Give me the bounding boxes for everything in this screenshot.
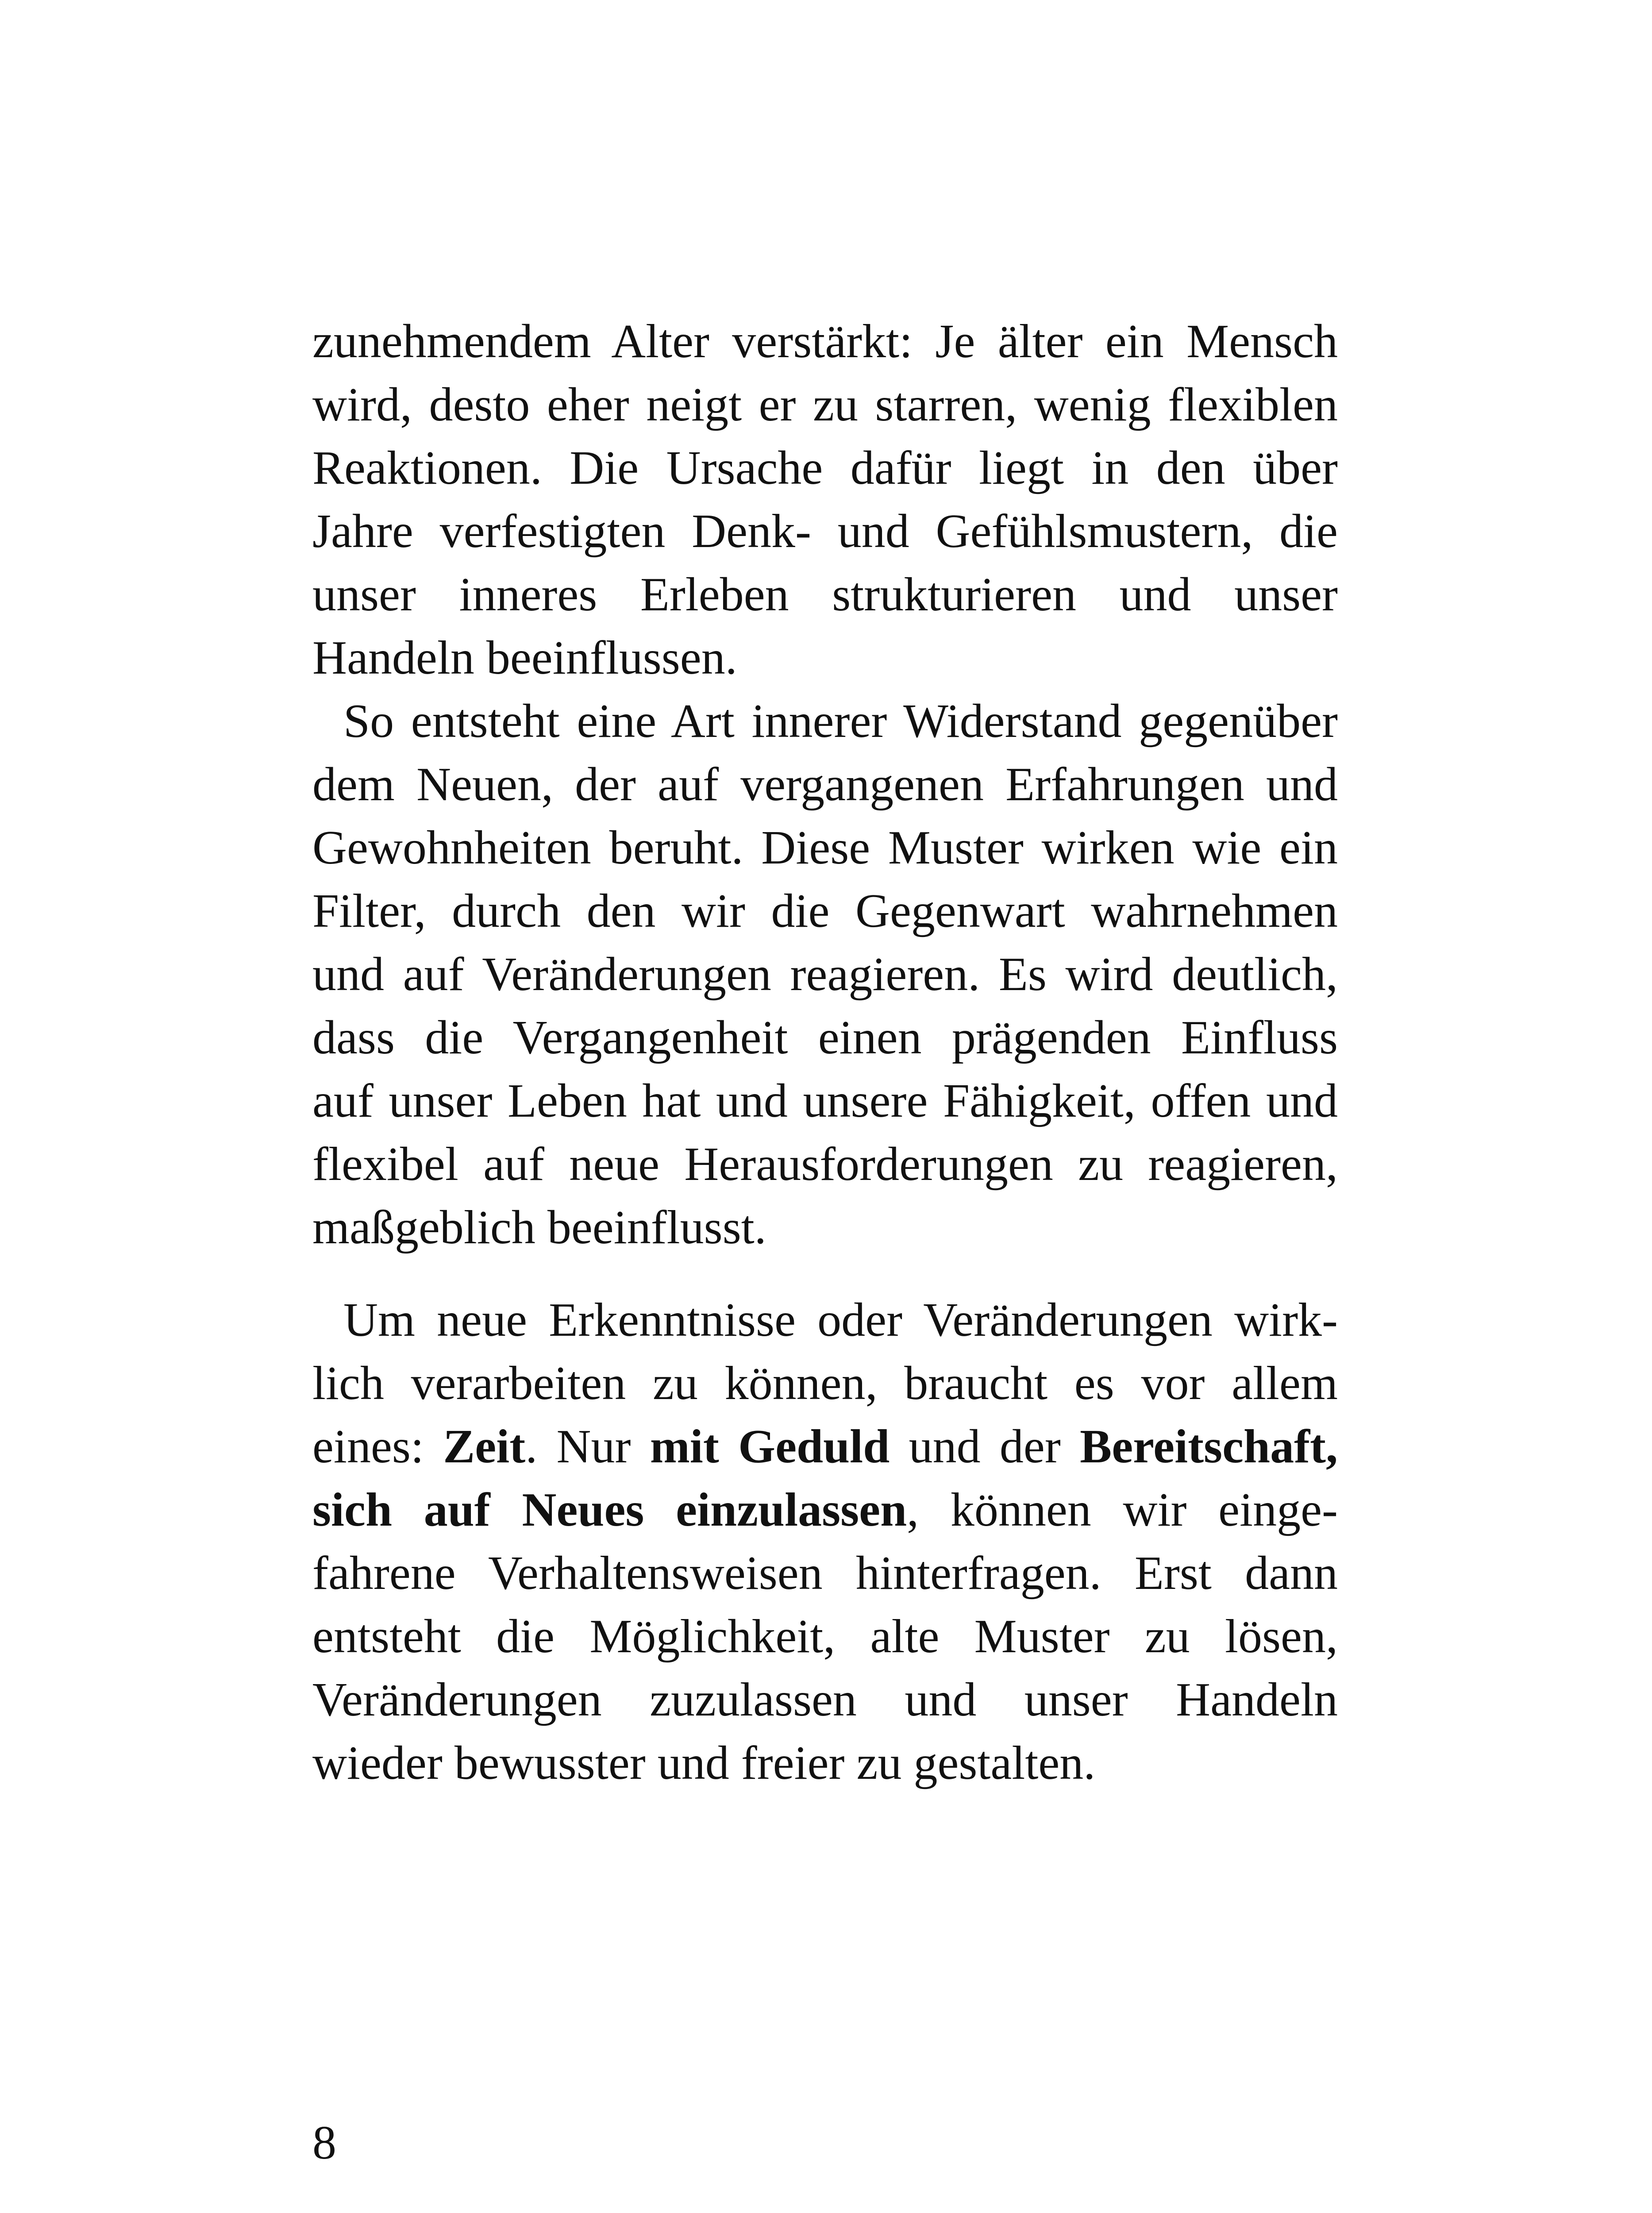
- text-line: unser inneres Erleben strukturieren und unser: [312, 568, 1338, 621]
- text-line: [312, 1478, 1338, 1542]
- text-line: dass die Vergangenheit einen prägenden Einfluss: [312, 1011, 1338, 1064]
- text-line: lich verarbeiten zu können, braucht es vor allem: [312, 1357, 1338, 1410]
- text-line: Reaktionen. Die Ursache dafür liegt in den über: [312, 442, 1338, 494]
- text-line: wieder bewusster und freier zu gestalten.: [312, 1737, 1096, 1789]
- text-line: So entsteht eine Art innerer Widerstand gegenüber: [343, 695, 1338, 748]
- text-line: flexibel auf neue Herausforderungen zu reagieren,: [312, 1138, 1338, 1191]
- bold-text: Zeit: [443, 1420, 526, 1473]
- text-run: eines:: [312, 1420, 443, 1473]
- text-line: Handeln beeinflussen.: [312, 632, 737, 684]
- text-line: Gewohnheiten beruht. Diese Muster wirken wie ein: [312, 821, 1338, 874]
- text-line: zunehmendem Alter verstärkt: Je älter ein Mensch: [312, 315, 1338, 368]
- text-line: auf unser Leben hat und unsere Fähigkeit, offen und: [312, 1075, 1338, 1127]
- text-line: maßgeblich beeinflusst.: [312, 1201, 766, 1254]
- bold-text: Bereitschaft,: [1080, 1420, 1338, 1473]
- text-run: und der: [890, 1420, 1080, 1473]
- text-line: fahrene Verhaltensweisen hinterfragen. Erst dann: [312, 1547, 1338, 1600]
- bold-text: sich auf Neues einzulassen: [312, 1484, 907, 1536]
- text-line: [312, 1415, 1338, 1478]
- text-line: entsteht die Möglichkeit, alte Muster zu lösen,: [312, 1610, 1338, 1663]
- text-run: , können wir einge-: [907, 1484, 1338, 1536]
- text-run: . Nur: [525, 1420, 650, 1473]
- text-line: Um neue Erkenntnisse oder Veränderungen wirk-: [343, 1294, 1338, 1346]
- page-number: 8: [312, 2117, 336, 2169]
- text-line: dem Neuen, der auf vergangenen Erfahrungen und: [312, 758, 1338, 811]
- text-line: wird, desto eher neigt er zu starren, wenig flexiblen: [312, 378, 1338, 431]
- text-line: Filter, durch den wir die Gegenwart wahrnehmen: [312, 885, 1338, 937]
- bold-text: mit Geduld: [650, 1420, 890, 1473]
- text-line: Jahre verfestigten Denk- und Gefühlsmustern, die: [312, 505, 1338, 558]
- text-line: und auf Veränderungen reagieren. Es wird deutlich,: [312, 948, 1338, 1001]
- text-line: Veränderungen zuzulassen und unser Handeln: [312, 1673, 1338, 1726]
